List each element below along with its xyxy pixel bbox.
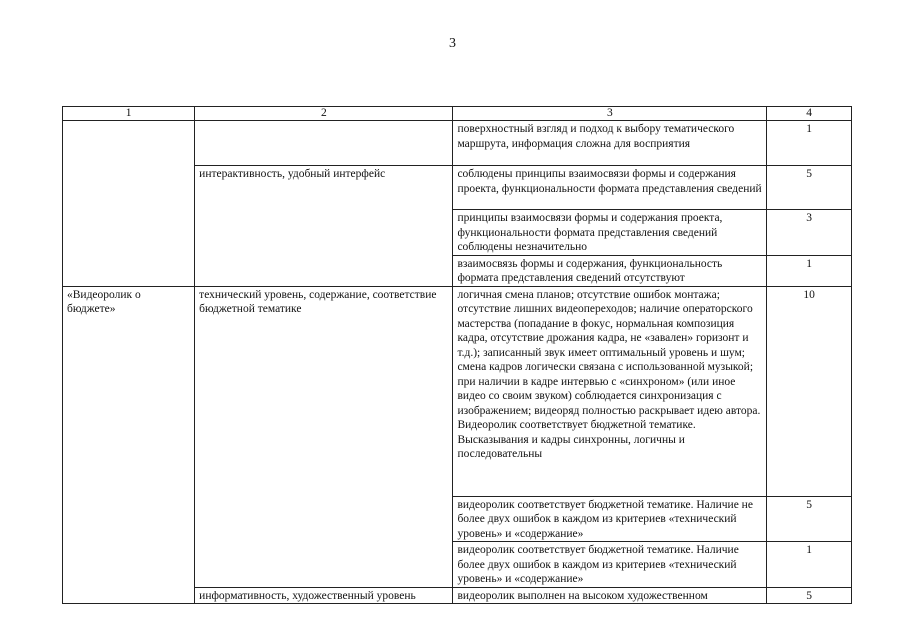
indicator-cell: видеоролик соответствует бюджетной тематике. Наличие более двух ошибок в каждом из критериев «технический уровень» и «содержание» [453,542,767,588]
evaluation-criteria-table [62,106,852,604]
criterion-cell: технический уровень, содержание, соответствие бюджетной тематике [195,286,453,587]
score-cell: 5 [767,587,852,604]
score-cell: 5 [767,166,852,210]
indicator-cell: поверхностный взгляд и подход к выбору тематического маршрута, информация сложна для восприятия [453,121,767,166]
table-row [63,286,852,496]
table-row [63,121,852,166]
score-cell: 3 [767,210,852,256]
indicator-cell: видеоролик выполнен на высоком художественном [453,587,767,604]
indicator-cell: соблюдены принципы взаимосвязи формы и содержания проекта, функциональности формата представления сведений [453,166,767,210]
column-header-1: 1 [63,107,195,121]
score-cell: 1 [767,255,852,286]
column-header-3: 3 [453,107,767,121]
nomination-cell: «Видеоролик о бюджете» [63,286,195,604]
score-cell: 1 [767,542,852,588]
criterion-cell: информативность, художественный уровень [195,587,453,604]
page-number: 3 [449,36,456,51]
indicator-cell: взаимосвязь формы и содержания, функциональность формата представления сведений отсутствуют [453,255,767,286]
column-header-4: 4 [767,107,852,121]
criterion-cell [195,121,453,166]
indicator-cell: принципы взаимосвязи формы и содержания проекта, функциональности формата представления сведений соблюдены незначительно [453,210,767,256]
column-header-2: 2 [195,107,453,121]
score-cell: 10 [767,286,852,496]
indicator-cell: видеоролик соответствует бюджетной тематике. Наличие не более двух ошибок в каждом из критериев «технический уровень» и «содержание» [453,496,767,542]
score-cell: 5 [767,496,852,542]
score-cell: 1 [767,121,852,166]
table-header-row [63,107,852,121]
indicator-cell: логичная смена планов; отсутствие ошибок монтажа; отсутствие лишних видеопереходов; наличие операторского мастерства (попадание в фокус, нормальная композиция кадра, отсутствие дрожания кадра, не «завален» горизонт и т.д.); записанный звук имеет оптимальный уровень и шум; смена кадров логически связана с использованной музыкой; при наличии в кадре интервью с «синхроном» (или иное видео со своим звуком) соблюдается синхронизация с изображением; видеоряд полностью раскрывает идею автора. Видеоролик соответствует бюджетной тематике. Высказывания и кадры синхронны, логичны и последовательны [453,286,767,496]
nomination-cell [63,121,195,287]
criterion-cell: интерактивность, удобный интерфейс [195,166,453,287]
